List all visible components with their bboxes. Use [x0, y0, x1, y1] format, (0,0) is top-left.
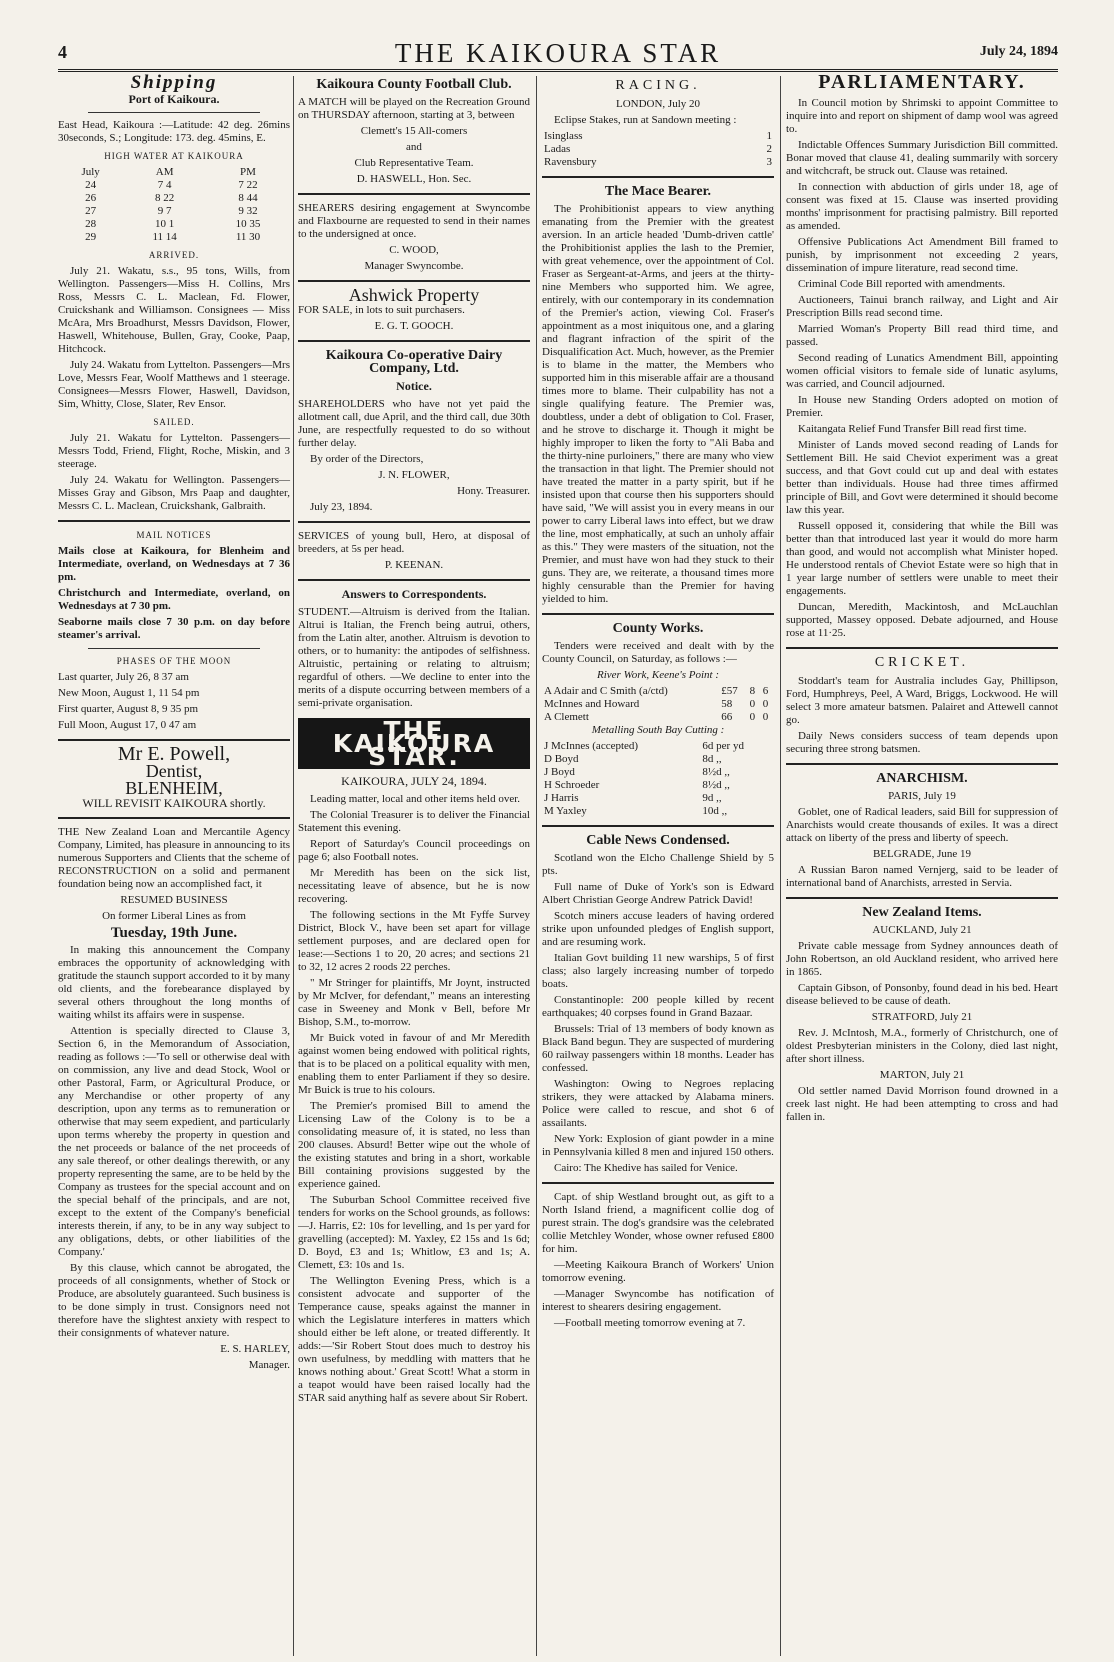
local-item: —Football meeting tomorrow evening at 7. — [554, 1317, 746, 1329]
county-heading: County Works. — [612, 621, 704, 636]
tenderer: J Boyd — [544, 766, 575, 778]
nz-dateline: STRATFORD, July 21 — [871, 1011, 973, 1023]
tide-cell: 8 22 — [155, 192, 175, 204]
cable-item: Brussels: Trial of 13 members of body known as Black Band begun. They are suspected of murdering 60 railway passengers within 18 months. Leader has confessed. — [542, 1023, 774, 1074]
star-paragraph: Mr Buick voted in favour of and Mr Meredith against women being endowed with political rights, that is to be placed on a political equality with men, enabling them to enter Parliament if they so desire. Mr Buick is true to his colours. — [298, 1032, 530, 1096]
tender-row — [542, 711, 774, 724]
tenderer: D Boyd — [544, 753, 579, 765]
section-rule — [542, 176, 774, 178]
parliament-paragraph: Minister of Lands moved second reading of Lands for Settlement Bill. He said Cheviot experiment was a great success, and that Govt could cut up and deal with estates better than individuals. House had three times affirmed principle of Bill, and Govt were determined it should become law this year. — [786, 439, 1058, 516]
cable-item: Scotch miners accuse leaders of having ordered strike upon unfounded pledges of English support, and are resuming work. — [542, 910, 774, 948]
loan-paragraph: In making this announcement the Company embraces the opportunity of acknowledging with gratitude the staunch support accorded to it by many old clients, and the forebearance displayed by several others throughout the long months of waiting whilst its affairs were in suspense. — [58, 944, 290, 1021]
dairy-subheading: Notice. — [396, 379, 432, 393]
tenderer: McInnes and Howard — [544, 698, 640, 710]
tide-cell: 8 44 — [238, 192, 258, 204]
horse-name: Ladas — [544, 143, 571, 155]
parliament-paragraph: In House new Standing Orders adopted on motion of Premier. — [786, 394, 1058, 419]
powell-name: Mr E. Powell, — [117, 743, 231, 765]
tide-cell: 11 14 — [152, 231, 177, 243]
local-item: —Manager Swyncombe has notification of interest to shearers desiring engagement. — [542, 1288, 774, 1313]
tender-row — [542, 698, 774, 711]
parliament-paragraph: Offensive Publications Act Amendment Bill framed to punish, by imprisonment not exceeding 2 years, dissemination of impure literature, read second time. — [786, 236, 1058, 274]
tide-cell: 10 35 — [235, 218, 261, 230]
section-rule — [58, 817, 290, 819]
tide-cell: 11 30 — [235, 231, 261, 243]
tenderer: M Yaxley — [544, 805, 587, 817]
tenderer: J Harris — [544, 792, 579, 804]
moon-line: First quarter, August 8, 9 35 pm — [58, 703, 199, 715]
section-rule — [786, 897, 1058, 899]
parliament-paragraph: Married Woman's Property Bill read third time, and passed. — [786, 323, 1058, 348]
cricket-heading: CRICKET. — [874, 655, 970, 670]
star-paragraph: The following sections in the Mt Fyffe Survey District, Block V., have been set apart for village settlement purposes, and are declared open for lease:—Sections 1 to 20, 20 acres; and sections 21 to 32, 12 acres 2 roods 22 perches. — [298, 909, 530, 973]
tender-row — [542, 779, 774, 792]
section-rule — [298, 521, 530, 523]
tender-pounds: 66 — [721, 711, 733, 723]
tender-pence: 0 — [762, 698, 769, 710]
horse-name: Isinglass — [544, 130, 583, 142]
tide-cell: 26 — [85, 192, 97, 204]
sailed-heading: SAILED. — [153, 417, 195, 427]
answers-text: STUDENT.—Altruism is derived from the Italian. Altrui is Italian, the French being autrui, others, from the Latin alter, another. Altruism is devotion to others, or to humanity: the antipodes of selfishness. Altruistic, pertaining or relating to altruism; regardful of others. —We decline to enter into the merits of a dispute occurring between members of a semi-private organisation. — [298, 606, 530, 709]
horse-place: 2 — [766, 143, 772, 155]
horse-name: Ravensbury — [544, 156, 597, 168]
section-rule — [542, 825, 774, 827]
loan-resumed: RESUMED BUSINESS — [120, 894, 228, 906]
cable-item: New York: Explosion of giant powder in a mine in Pennsylvania killed 8 men and injured 150 others. — [542, 1133, 774, 1158]
tide-cell: 10 1 — [155, 218, 175, 230]
loan-date: Tuesday, 19th June. — [110, 925, 238, 941]
tide-cell: 29 — [85, 231, 97, 243]
star-paragraph: Leading matter, local and other items held over. — [310, 793, 521, 805]
football-team: and — [406, 141, 422, 153]
tender-row — [542, 685, 774, 698]
newspaper-title: THE KAIKOURA STAR — [394, 38, 722, 68]
tide-col: PM — [240, 166, 256, 178]
tender-row — [542, 792, 774, 805]
divider — [88, 112, 260, 113]
anarchism-paragraph: A Russian Baron named Vernjerg, said to be leader of international band of Anarchists, arrested in Servia. — [786, 864, 1058, 889]
issue-date: July 24, 1894 — [979, 44, 1058, 59]
parliament-paragraph: Indictable Offences Summary Jurisdiction Bill committed. Bonar moved that clause 41, dealing summarily with sorcery and witchcraft, be struck out. Clause was retained. — [786, 139, 1058, 177]
cable-heading: Cable News Condensed. — [586, 833, 730, 848]
masthead — [58, 38, 1058, 68]
tender-row — [542, 805, 774, 818]
services-text: SERVICES of young bull, Hero, at disposal of breeders, at 5s per head. — [298, 530, 530, 555]
dairy-heading: Kaikoura Co-operative Dairy Company, Ltd. — [325, 348, 503, 376]
section-rule — [786, 647, 1058, 649]
loan-paragraph: Attention is specially directed to Clause 3, Section 6, in the Memorandum of Association, reading as follows :—'To sell or otherwise deal with on commission, any live and dead Stock, Wool or other Pastoral, Farm, or Agricultural Produce, or any Merchandise or other property of any description, upon any terms as to remuneration or otherwise that may seem expedient, and particularly upon terms whereby the property in question and the net proceeds or balance of the net proceeds of any sale thereof, or other dealings therewith, or any property representing the same, are to be held by the Company as trustees for the special account and on the special behalf of the principals, and are not, except to the extent of the Company's beneficial interests therein, if any, to be in any way subject to any obligations, debts, or other liabilities of the Company.' — [58, 1025, 290, 1258]
football-signature: D. HASWELL, Hon. Sec. — [356, 173, 472, 185]
nz-paragraph: Private cable message from Sydney announces death of John Robertson, an old Auckland resident, who arrived here in 1865. — [786, 940, 1058, 978]
parliament-paragraph: Second reading of Lunatics Amendment Bill, appointing women official visitors to female side of lunatic asylums, was carried, and Council adjourned. — [786, 352, 1058, 390]
ashwick-text: FOR SALE, in lots to suit purchasers. — [298, 304, 465, 316]
race-row — [542, 156, 774, 169]
ashwick-signature: E. G. T. GOOCH. — [374, 320, 454, 332]
services-signature: P. KEENAN. — [384, 559, 444, 571]
star-paragraph: Report of Saturday's Council proceedings on page 6; also Football notes. — [298, 838, 530, 863]
star-paragraph: The Premier's promised Bill to amend the Licensing Law of the Colony is to be a consolidating measure of, it is stated, no less than 200 clauses. Absurd! Better wipe out the whole of the existing statutes and bring in a short, workable Bill containing provisions suggested by the experience gained. — [298, 1100, 530, 1190]
tender-rate: 6d per yd — [702, 740, 744, 752]
tender-rate: 8½d ,, — [702, 779, 730, 791]
tide-row — [58, 231, 290, 244]
powell-title: Dentist, — [145, 761, 203, 781]
parliament-paragraph: Criminal Code Bill reported with amendments. — [798, 278, 1006, 290]
star-paragraph: Mr Meredith has been on the sick list, necessitating leave of absence, but he is now recovering. — [298, 867, 530, 905]
anarchism-paragraph: Goblet, one of Radical leaders, said Bill for suppression of Anarchists would create thousands of exiles. It was a direct attack on liberty of the press and liberty of speech. — [786, 806, 1058, 844]
county-tenders-metalling — [542, 740, 774, 818]
star-dateline: KAIKOURA, JULY 24, 1894. — [341, 774, 487, 788]
star-banner: THE KAIKOURA STAR. — [298, 718, 530, 769]
tender-rate: 10d ,, — [702, 805, 728, 817]
football-text: A MATCH will be played on the Recreation Ground on THURSDAY afternoon, starting at 3, between — [298, 96, 530, 121]
tender-row — [542, 766, 774, 779]
parliament-paragraph: Auctioneers, Tainui branch railway, and Light and Air Prescription Bills read second time. — [786, 294, 1058, 319]
county-intro: Tenders were received and dealt with by the County Council, on Saturday, as follows :— — [542, 640, 774, 665]
race-row — [542, 130, 774, 143]
tide-row — [58, 192, 290, 205]
dairy-date: July 23, 1894. — [310, 501, 373, 513]
star-paragraph: The Suburban School Committee received five tenders for works on the School grounds, as follows:—J. Harris, £2: 10s for levelling, and 1s per yard for gravelling (accepted): M. Yaxley, £2 15s and 1s 6d; D. Boyd, £3 and 1s; Whitlow, £3 and 1s; A. Clemett, £3: 10s and 1s. — [298, 1194, 530, 1271]
county-sub: River Work, Keene's Point : — [597, 669, 719, 681]
nz-paragraph: Old settler named David Morrison found drowned in a creek last night. He had been attempting to cross and had fallen in. — [786, 1085, 1058, 1123]
tide-col: AM — [155, 166, 174, 178]
dairy-signature: J. N. FLOWER, — [378, 469, 450, 481]
tide-row — [58, 205, 290, 218]
parliament-paragraph: In connection with abduction of girls under 18, age of consent was fixed at 15. Clause was inserted providing months' imprisonment for practising palmistry. Bill reported as amended. — [786, 181, 1058, 232]
loan-lines: On former Liberal Lines as from — [102, 910, 246, 922]
section-rule — [786, 763, 1058, 765]
race-row — [542, 143, 774, 156]
tenderer: H Schroeder — [544, 779, 600, 791]
port-coordinates: East Head, Kaikoura :—Latitude: 42 deg. 26mins 30seconds, S.; Longitude: 173. deg. 45mins, E. — [58, 119, 290, 144]
tide-table — [58, 166, 290, 244]
dairy-signature-title: Hony. Treasurer. — [457, 485, 530, 497]
tide-col: July — [81, 166, 100, 178]
section-rule — [58, 520, 290, 522]
tide-cell: 27 — [85, 205, 97, 217]
dairy-order: By order of the Directors, — [310, 453, 424, 465]
anarchism-dateline: BELGRADE, June 19 — [872, 848, 972, 860]
arrival-entry: July 21. Wakatu, s.s., 95 tons, Wills, from Wellington. Passengers—Miss H. Collins, Mrs Ross, Messrs C. L. Maclean, Fd. Flower, Cruickshank and Williamson. Consignees — Miss McAra, Mrs Broadhurst, Messrs Davidson, Flower, Haswell, Whitehouse, Bullen, Gray, Cooke, Paap, Hitchcock. — [58, 265, 290, 355]
column-3 — [542, 76, 774, 1333]
moon-line: New Moon, August 1, 11 54 pm — [58, 687, 200, 699]
section-rule — [298, 193, 530, 195]
section-rule — [542, 613, 774, 615]
cricket-paragraph: Stoddart's team for Australia includes Gay, Phillipson, Ford, Humphreys, Peel, A Ward, Briggs, Lockwood. He will select 3 more amateur batsmen. Palairet and Attewell cannot go. — [786, 675, 1058, 726]
section-rule — [58, 739, 290, 741]
racing-results — [542, 130, 774, 169]
dairy-text: SHAREHOLDERS who have not yet paid the allotment call, due April, and the third call, due 30th June, are respectfully requested to do so without further delay. — [298, 398, 530, 449]
tender-pence: 6 — [762, 685, 769, 697]
star-paragraph: " Mr Stringer for plaintiffs, Mr Joynt, instructed by Mr McIver, for defendant," means an interesting case in Sweeney and Monk v Bell, before Mr Bishop, S.M., to-morrow. — [298, 977, 530, 1028]
tenderer: J McInnes (accepted) — [544, 740, 639, 752]
parliament-paragraph: Duncan, Meredith, Mackintosh, and McLauchlan supported, Massey opposed. Debate adjourned, and House rose at 11·25. — [786, 601, 1058, 639]
tide-cell: 7 22 — [238, 179, 258, 191]
page-number: 4 — [58, 42, 67, 62]
loan-signature-title: Manager. — [248, 1359, 290, 1371]
football-team: Clemett's 15 All-comers — [360, 125, 468, 137]
cable-item: Constantinople: 200 people killed by recent earthquakes; 40 corpses found in Grand Bazaar. — [542, 994, 774, 1019]
tender-rate: 9d ,, — [702, 792, 722, 804]
section-rule — [298, 340, 530, 342]
section-rule — [298, 280, 530, 282]
shearers-text: SHEARERS desiring engagement at Swyncombe and Flaxbourne are requested to send in their names to the undersigned at once. — [298, 202, 530, 240]
section-rule — [542, 1182, 774, 1184]
mail-line: Christchurch and Intermediate, overland, on Wednesdays at 7 30 pm. — [58, 587, 290, 612]
tender-rate: 8d ,, — [702, 753, 722, 765]
divider — [88, 648, 260, 649]
tender-shillings: 8 — [749, 685, 756, 697]
racing-dateline: LONDON, July 20 — [615, 98, 701, 110]
mail-line: Mails close at Kaikoura, for Blenheim and Intermediate, overland, on Wednesdays at 7 36 pm. — [58, 545, 290, 583]
tender-pence: 0 — [762, 711, 769, 723]
cable-item: Full name of Duke of York's son is Edward Albert Christian George Andrew Patrick David! — [542, 881, 774, 906]
tide-cell: 7 4 — [157, 179, 172, 191]
anarchism-heading: ANARCHISM. — [876, 771, 968, 786]
loan-paragraph: By this clause, which cannot be abrogated, the proceeds of all consignments, whether of Stock or Produce, are absolutely guaranteed. Such business is to be done simply in trust. Consignors need not therefore have the slightest anxiety with respect to their consignments of whatever nature. — [58, 1262, 290, 1339]
mail-line: Seaborne mails close 7 30 p.m. on day before steamer's arrival. — [58, 616, 290, 641]
football-team: Club Representative Team. — [354, 157, 474, 169]
tide-heading: HIGH WATER AT KAIKOURA — [104, 151, 244, 161]
parliament-paragraph: Kaitangata Relief Fund Transfer Bill read first time. — [798, 423, 1027, 435]
arrived-heading: ARRIVED. — [148, 250, 200, 260]
star-paragraph: The Wellington Evening Press, which is a consistent advocate and supporter of the Temperance cause, speaks against the manner in which the Legislature interferes in matters which should either be left alone, or treated differently. It adds:—'Sir Robert Stout does much to destroy his own usefulness, by meddling with matters that he knows nothing about.' Great Scott! What a storm in a teapot would have been raised locally had the STAR said anything half as severe about Sir Robert. — [298, 1275, 530, 1404]
cable-item: Cairo: The Khedive has sailed for Venice. — [554, 1162, 738, 1174]
cable-item: Italian Govt building 11 new warships, 5 of first class; also largely increasing number of torpedo boats. — [542, 952, 774, 990]
cable-item: Scotland won the Elcho Challenge Shield by 5 pts. — [542, 852, 774, 877]
column-4 — [786, 71, 1058, 1127]
tide-cell: 24 — [85, 179, 97, 191]
parliament-heading: PARLIAMENTARY. — [818, 71, 1026, 93]
parliament-paragraph: In Council motion by Shrimski to appoint Committee to inquire into and report on shipment of damp wool was agreed to. — [786, 97, 1058, 135]
mace-heading: The Mace Bearer. — [604, 184, 712, 199]
column-rule — [536, 76, 537, 1656]
shearers-signature-title: Manager Swyncombe. — [364, 260, 464, 272]
horse-place: 1 — [766, 130, 772, 142]
section-rule — [298, 579, 530, 581]
nz-dateline: AUCKLAND, July 21 — [872, 924, 972, 936]
answers-heading: Answers to Correspondents. — [341, 587, 487, 601]
port-heading: Port of Kaikoura. — [128, 92, 220, 106]
cable-item: Washington: Owing to Negroes replacing strikers, they were attacked by Alabama miners. Police were called to rescue, and shot 6 of assailants. — [542, 1078, 774, 1129]
moon-heading: PHASES OF THE MOON — [116, 656, 232, 666]
tender-shillings: 0 — [749, 711, 756, 723]
county-sub: Metalling South Bay Cutting : — [591, 724, 725, 736]
tender-pounds: £57 — [721, 685, 738, 697]
ashwick-heading: Ashwick Property — [348, 285, 480, 305]
sailing-entry: July 24. Wakatu for Wellington. Passengers—Misses Gray and Gibson, Mrs Paap and daughter, Messrs C. L. Maclean, Cruickshank, Galbraith. — [58, 474, 290, 512]
powell-place: BLENHEIM, — [125, 778, 223, 798]
racing-heading: RACING. — [615, 78, 701, 93]
column-2 — [298, 76, 530, 1408]
mail-heading: MAIL NOTICES — [136, 530, 212, 540]
tender-row — [542, 753, 774, 766]
cricket-paragraph: Daily News considers success of team depends upon securing three strong batsmen. — [786, 730, 1058, 755]
tender-row — [542, 740, 774, 753]
tenderer: A Adair and C Smith (a/ctd) — [544, 685, 668, 697]
loan-signature: E. S. HARLEY, — [220, 1343, 290, 1355]
loan-intro: THE New Zealand Loan and Mercantile Agency Company, Limited, has pleasure in announcing to its numerous Supporters and Clients that the scheme of RECONSTRUCTION on a solid and permanent foundation being now an accomplished fact, it — [58, 826, 290, 890]
arrival-entry: July 24. Wakatu from Lyttelton. Passengers—Mrs Love, Messrs Fear, Woolf Matthews and 1 steerage. Consignees—Messrs Flower, Haswell, Davidson, Sim, Whitty, Close, Slater, Rev Ensor. — [58, 359, 290, 410]
county-tenders-river — [542, 685, 774, 724]
tide-row — [58, 218, 290, 231]
nz-paragraph: Rev. J. McIntosh, M.A., formerly of Christchurch, one of oldest Presbyterian ministers in the Colony, died last night, after short illness. — [786, 1027, 1058, 1065]
column-rule — [293, 76, 294, 1656]
mace-paragraph: The Prohibitionist appears to view anything emanating from the Premier with the greatest aversion. In an article headed 'Dumb-driven cattle' the Prohibitionist applies the lash to the Premier, with great vehemence, over the appointment of Col. Fraser as Sergeant-at-Arms, and jeers at the thirty-nine Members who supported him. We agree, entirely, with our contemporary in its condemnation of the Premier's action, viewing Col. Fraser's appointment as a most iniquitous one, and a glaring and flagrant infraction of the spirit of the Disqualification Act. Much, however, as the Premier is to blame in the matter, the Members who supported him in this miserable affair are a thousand times more to blame. Their culpability has not a single qualifying feature. The Premier was, doubtless, under a debt of obligation to Col. Fraser, and he strove to discharge it. Though it might be highly improper to liken the forty to "Ali Baba and the thirty-nine purloiners," there are many who view the transaction in that light. The Premier should not have treated the matter in a party spirit, but if he insisted upon that course then his supporters should have said, "We will assist you in every means in our power to carry Liberal laws into effect, but we draw the line, most emphatically, at such an unholy affair as this." They were masters of the situation, not the Premier, and must have won had they stuck to their guns. They are, we reiterate, a thousand times more highly censurable than the Premier for having yielded to him. — [542, 203, 774, 605]
local-item: Capt. of ship Westland brought out, as gift to a North Island friend, a magnificent collie dog of purest strain. The dog's grandsire was the celebrated collie Metchley Wonder, whose owner refused £800 for him. — [542, 1191, 774, 1255]
racing-intro: Eclipse Stakes, run at Sandown meeting : — [554, 114, 737, 126]
tide-cell: 9 7 — [157, 205, 172, 217]
moon-line: Full Moon, August 17, 0 47 am — [58, 719, 197, 731]
moon-line: Last quarter, July 26, 8 37 am — [58, 671, 189, 683]
nz-dateline: MARTON, July 21 — [879, 1069, 965, 1081]
tender-rate: 8½d ,, — [702, 766, 730, 778]
column-1 — [58, 72, 290, 1375]
local-item: —Meeting Kaikoura Branch of Workers' Union tomorrow evening. — [542, 1259, 774, 1284]
tide-cell: 9 32 — [238, 205, 258, 217]
tide-row — [58, 179, 290, 192]
tender-shillings: 0 — [749, 698, 756, 710]
football-heading: Kaikoura County Football Club. — [316, 77, 512, 92]
tenderer: A Clemett — [544, 711, 589, 723]
tide-cell: 28 — [85, 218, 97, 230]
nz-paragraph: Captain Gibson, of Ponsonby, found dead in his bed. Heart disease believed to be cause of death. — [786, 982, 1058, 1007]
shearers-signature: C. WOOD, — [389, 244, 439, 256]
shipping-heading: Shipping — [130, 72, 218, 93]
tide-header-row — [58, 166, 290, 179]
column-rule — [780, 76, 781, 1656]
anarchism-dateline: PARIS, July 19 — [888, 790, 956, 802]
horse-place: 3 — [766, 156, 772, 168]
nz-heading: New Zealand Items. — [862, 905, 982, 920]
star-paragraph: The Colonial Treasurer is to deliver the Financial Statement this evening. — [298, 809, 530, 834]
parliament-paragraph: Russell opposed it, considering that while the Bill was better than that introduced last year it would do more harm than good, and would not accomplish what Minister hoped. He understood rentals of Cheviot Estate were so high that in 1 year large number of settlers were unable to meet their engagements. — [786, 520, 1058, 597]
tender-pounds: 58 — [721, 698, 733, 710]
powell-text: WILL REVISIT KAIKOURA shortly. — [82, 796, 266, 810]
sailing-entry: July 21. Wakatu for Lyttelton. Passengers—Messrs Todd, Friend, Flight, Roche, Miskin, and 3 steerage. — [58, 432, 290, 470]
